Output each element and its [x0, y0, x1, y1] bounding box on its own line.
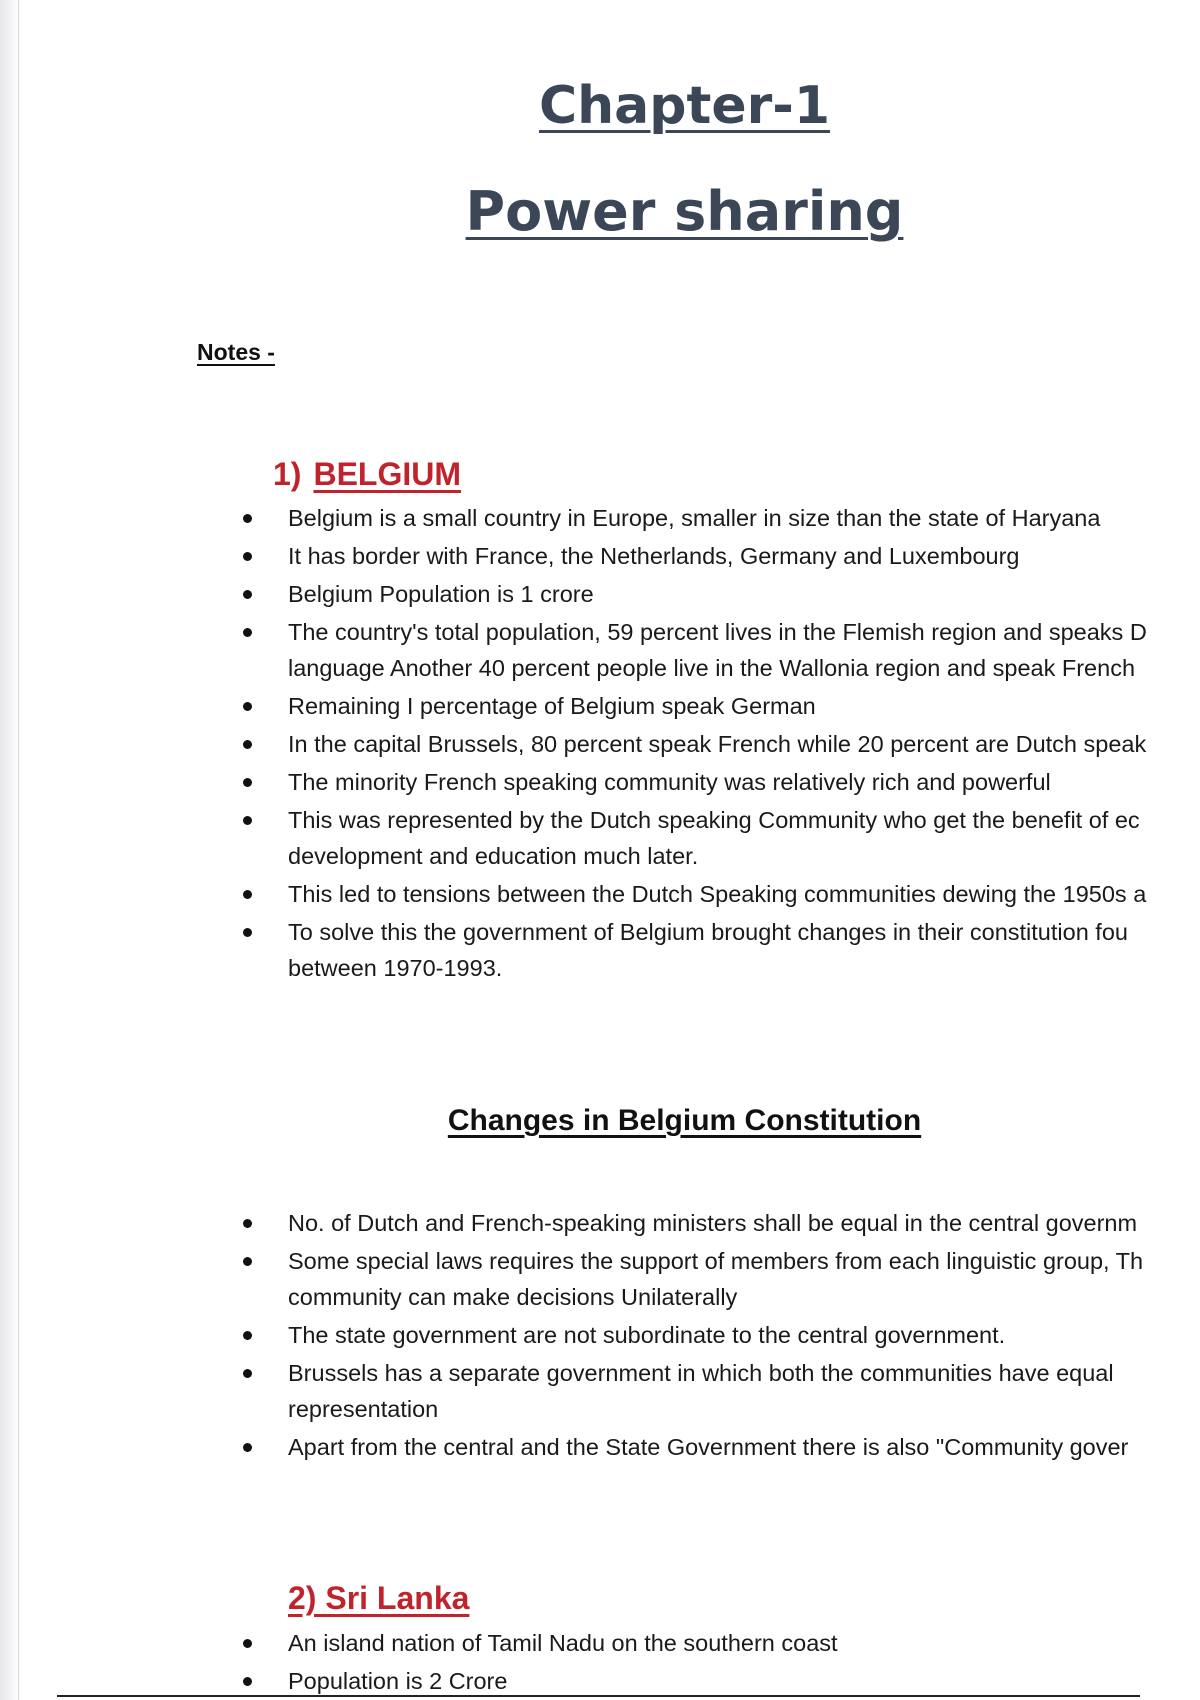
changes-heading: Changes in Belgium Constitution — [447, 1104, 922, 1137]
bullet-icon — [243, 928, 252, 937]
list-item: The minority French speaking community was relatively rich and powerful — [19, 764, 1200, 800]
belgium-notes-list — [19, 500, 1200, 988]
bullet-icon — [243, 1369, 252, 1378]
list-item: Brussels has a separate government in which both the communities have equal representation — [19, 1355, 1200, 1427]
bullet-icon — [243, 890, 252, 899]
page-edge — [0, 0, 19, 1700]
list-item: No. of Dutch and French-speaking ministers shall be equal in the central governm — [19, 1205, 1200, 1241]
list-item: To solve this the government of Belgium brought changes in their constitution fou between 1970-1993. — [19, 914, 1200, 986]
bullet-icon — [243, 1257, 252, 1266]
list-item: Belgium Population is 1 crore — [19, 576, 1200, 612]
srilanka-notes-list — [19, 1625, 1200, 1700]
list-item: Remaining I percentage of Belgium speak German — [19, 688, 1200, 724]
bullet-icon — [243, 1331, 252, 1340]
bullet-icon — [243, 1443, 252, 1452]
bullet-icon — [243, 740, 252, 749]
bullet-icon — [243, 514, 252, 523]
bullet-icon — [243, 816, 252, 825]
bullet-icon — [243, 590, 252, 599]
list-item: Belgium is a small country in Europe, smaller in size than the state of Haryana — [19, 500, 1200, 536]
list-item: Population is 2 Crore — [19, 1663, 1200, 1699]
list-item: The country's total population, 59 percent lives in the Flemish region and speaks D language Another 40 percent people live in the Wallonia region and speak French — [19, 614, 1200, 686]
list-item: It has border with France, the Netherlands, Germany and Luxembourg — [19, 538, 1200, 574]
section-number: 1) — [273, 456, 302, 492]
section-heading-belgium — [273, 456, 461, 493]
page-bottom-divider — [57, 1695, 1140, 1697]
list-item: Some special laws requires the support of members from each linguistic group, Th community can make decisions Unilaterally — [19, 1243, 1200, 1315]
list-item: The state government are not subordinate to the central government. — [19, 1317, 1200, 1353]
bullet-icon — [243, 552, 252, 561]
bullet-icon — [243, 1677, 252, 1686]
topic-title: Power sharing — [465, 180, 904, 243]
bullet-icon — [243, 1639, 252, 1648]
bullet-icon — [243, 778, 252, 787]
section-heading-sri-lanka: 2) Sri Lanka — [288, 1580, 470, 1616]
list-item: Apart from the central and the State Government there is also "Community gover — [19, 1429, 1200, 1465]
list-item: This led to tensions between the Dutch Speaking communities dewing the 1950s a — [19, 876, 1200, 912]
document-page — [19, 0, 1200, 1700]
bullet-icon — [243, 702, 252, 711]
bullet-icon — [243, 628, 252, 637]
list-item: This was represented by the Dutch speaking Community who get the benefit of ec development and education much later. — [19, 802, 1200, 874]
section-title: BELGIUM — [313, 456, 461, 492]
chapter-title: Chapter-1 — [538, 76, 831, 136]
list-item: An island nation of Tamil Nadu on the southern coast — [19, 1625, 1200, 1661]
notes-label: Notes - — [197, 339, 275, 365]
changes-notes-list — [19, 1205, 1200, 1467]
list-item: In the capital Brussels, 80 percent speak French while 20 percent are Dutch speak — [19, 726, 1200, 762]
bullet-icon — [243, 1219, 252, 1228]
